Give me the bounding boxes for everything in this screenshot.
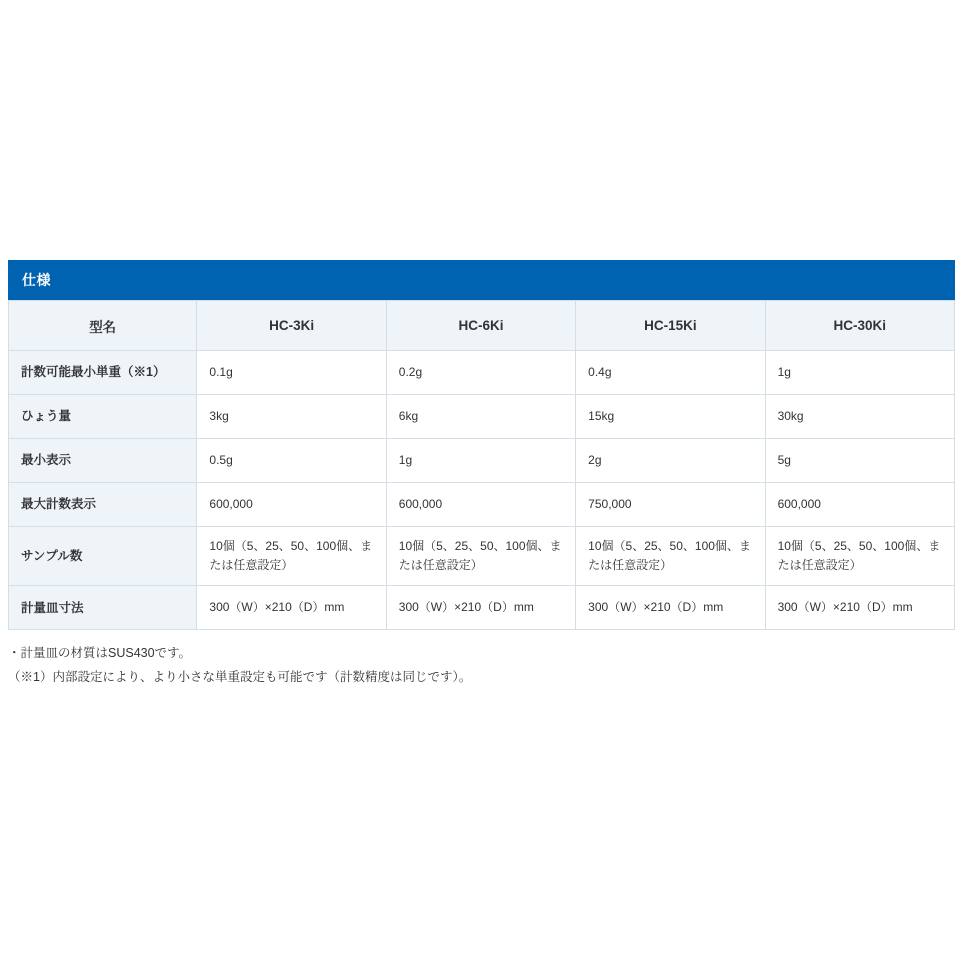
column-header-hc-3ki: HC-3Ki [197, 301, 386, 351]
table-row [9, 351, 955, 395]
row-value: 10個（5、25、50、100個、または任意設定） [576, 527, 765, 586]
specification-block [8, 260, 955, 690]
row-label: 計数可能最小単重（※1） [9, 351, 197, 395]
row-value: 600,000 [765, 483, 954, 527]
table-row [9, 527, 955, 586]
row-value: 600,000 [197, 483, 386, 527]
section-title-spec: 仕様 [8, 260, 955, 300]
column-header-hc-15ki: HC-15Ki [576, 301, 765, 351]
row-value: 15kg [576, 395, 765, 439]
footnotes [8, 642, 955, 690]
row-label: 最大計数表示 [9, 483, 197, 527]
row-value: 1g [765, 351, 954, 395]
row-value: 0.5g [197, 439, 386, 483]
row-label: 最小表示 [9, 439, 197, 483]
table-header-row [9, 301, 955, 351]
footnote-asterisk-1: （※1）内部設定により、より小さな単重設定も可能です（計数精度は同じです）。 [8, 670, 472, 685]
footnote-material: ・計量皿の材質はSUS430です。 [8, 646, 192, 661]
row-value: 600,000 [386, 483, 575, 527]
specification-table [8, 300, 955, 630]
row-value: 1g [386, 439, 575, 483]
row-value: 300（W）×210（D）mm [576, 586, 765, 630]
table-head [9, 301, 955, 351]
row-value: 10個（5、25、50、100個、または任意設定） [386, 527, 575, 586]
row-value: 2g [576, 439, 765, 483]
row-value: 3kg [197, 395, 386, 439]
row-label: ひょう量 [9, 395, 197, 439]
row-value: 5g [765, 439, 954, 483]
table-row [9, 439, 955, 483]
table-row [9, 483, 955, 527]
row-value: 0.1g [197, 351, 386, 395]
table-row [9, 395, 955, 439]
row-value: 10個（5、25、50、100個、または任意設定） [765, 527, 954, 586]
column-header-hc-6ki: HC-6Ki [386, 301, 575, 351]
column-header-hc-30ki: HC-30Ki [765, 301, 954, 351]
row-value: 0.4g [576, 351, 765, 395]
row-value: 6kg [386, 395, 575, 439]
column-header-model-name: 型名 [9, 301, 197, 351]
table-body [9, 351, 955, 630]
row-value: 10個（5、25、50、100個、または任意設定） [197, 527, 386, 586]
row-label: サンプル数 [9, 527, 197, 586]
row-value: 300（W）×210（D）mm [197, 586, 386, 630]
row-value: 30kg [765, 395, 954, 439]
row-value: 750,000 [576, 483, 765, 527]
row-value: 0.2g [386, 351, 575, 395]
row-value: 300（W）×210（D）mm [765, 586, 954, 630]
table-row [9, 586, 955, 630]
row-value: 300（W）×210（D）mm [386, 586, 575, 630]
row-label: 計量皿寸法 [9, 586, 197, 630]
